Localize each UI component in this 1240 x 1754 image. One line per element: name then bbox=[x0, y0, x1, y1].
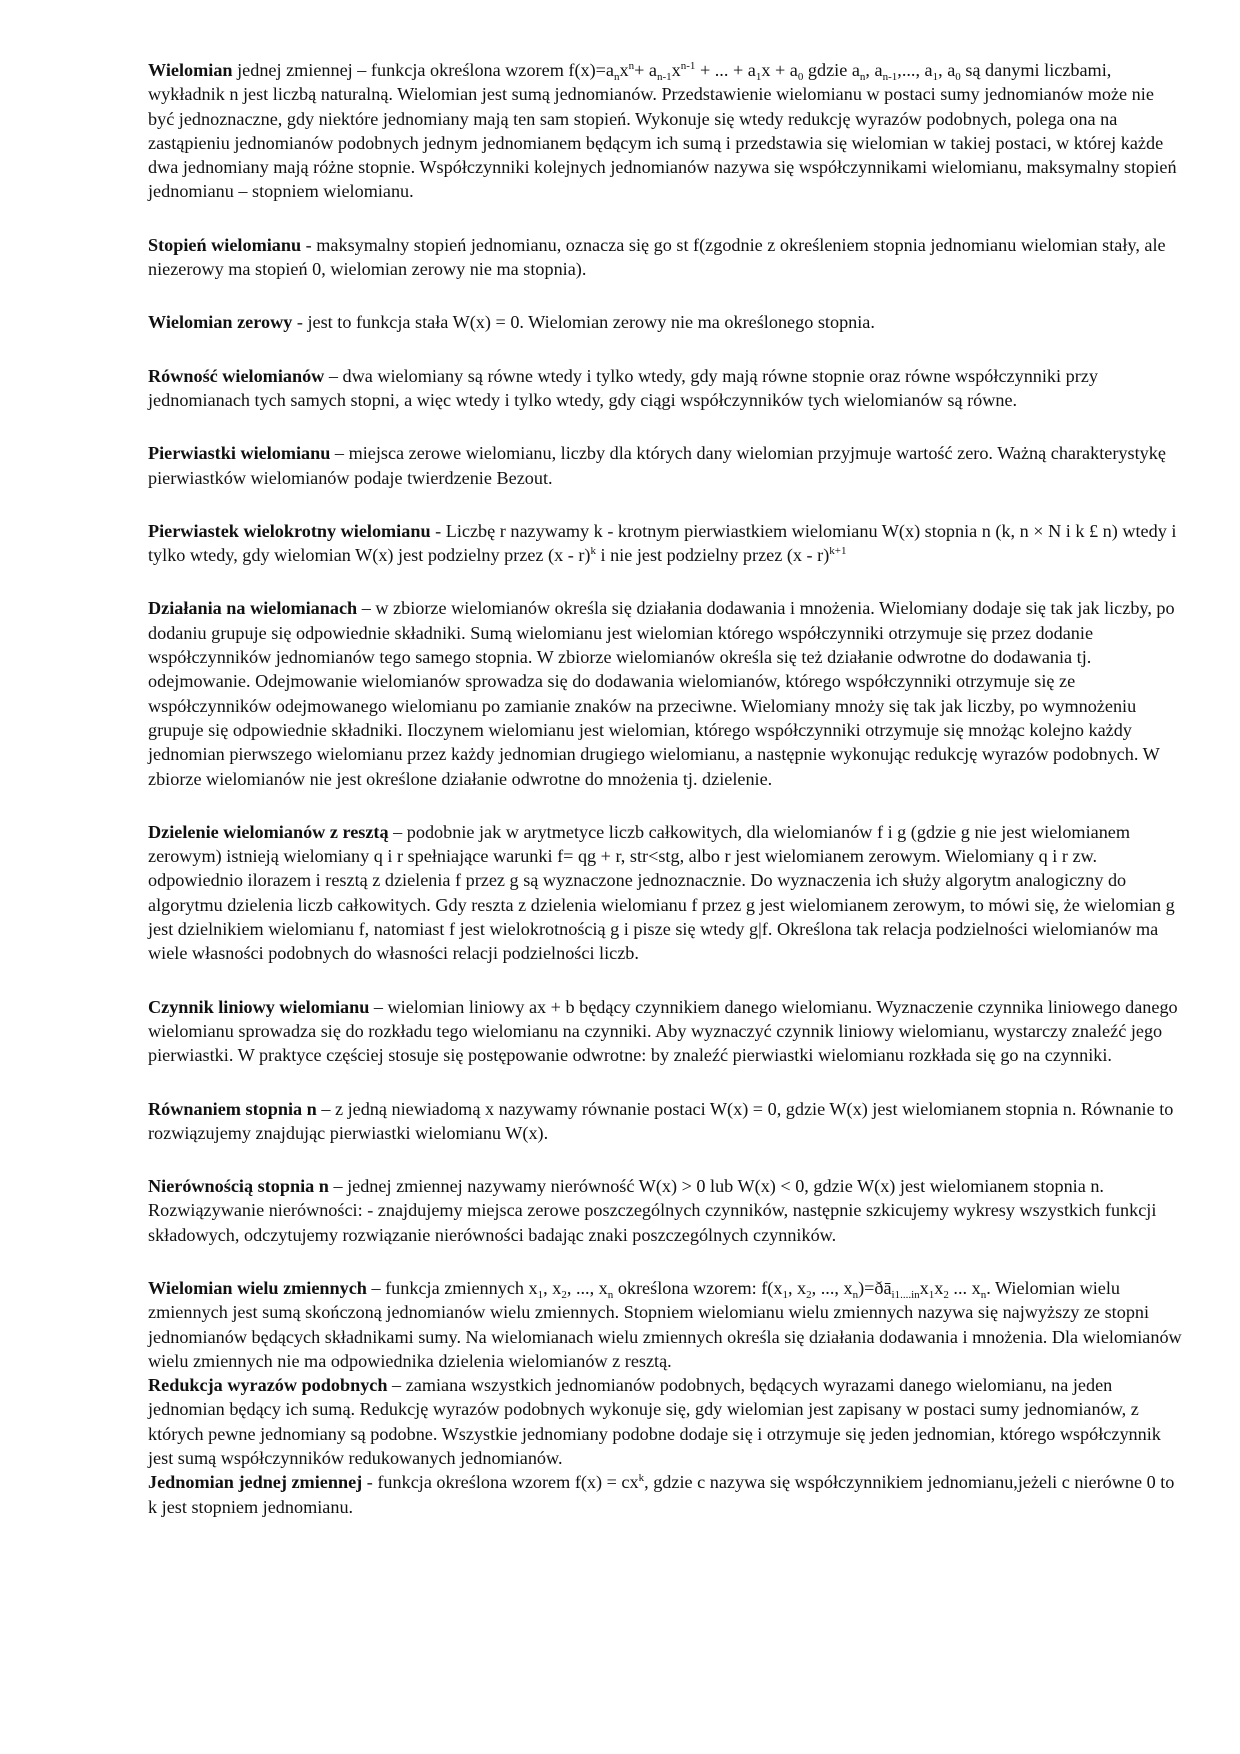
definition-text: – z jedną niewiadomą x nazywamy równanie postaci W(x) = 0, gdzie W(x) jest wielomianem stopnia n. Równanie to rozwiązujemy znajdując pierwiastki wielomianu W(x). bbox=[148, 1098, 1174, 1143]
definition-text: gdzie a bbox=[803, 60, 860, 80]
definition-text: , a bbox=[865, 60, 883, 80]
definition-term: Czynnik liniowy wielomianu bbox=[148, 996, 370, 1017]
definition-text: – podobnie jak w arytmetyce liczb całkowitych, dla wielomianów f i g (gdzie g nie jest wielomianem zerowym) istnieją wielomiany q i r spełniające warunki f= qg + r, str<stg, albo r jest wielomianem zerowym. Wielomiany q i r zw. odpowiednio ilorazem i resztą z dzielenia f przez g są wyznaczone jednoznacznie. Do wyznaczenia ich służy algorytm analogiczny do algorytmu dzielenia liczb całkowitych. Gdy reszta z dzielenia wielomianu f przez g jest wielomianem zerowym, to mówi się, że wielomian g jest dzielnikiem wielomianu f, natomiast f jest wielokrotnością g i pisze się wtedy g|f. Określona tak relacja podzielności wielomianów ma wiele własności podobnych do własności relacji podzielności liczb. bbox=[148, 821, 1175, 964]
definition-text: – dwa wielomiany są równe wtedy i tylko wtedy, gdy mają równe stopnie oraz równe współczynniki przy jednomianach tych samych stopni, a więc wtedy i tylko wtedy, gdy ciągi współczynników tych wielomianów są równe. bbox=[148, 365, 1098, 410]
definition-term: Dzielenie wielomianów z resztą bbox=[148, 821, 389, 842]
definition-paragraph bbox=[148, 310, 1184, 334]
definition-term: Nierównością stopnia n bbox=[148, 1176, 329, 1197]
definition-text: są danymi liczbami, wykładnik n jest liczbą naturalną. Wielomian jest sumą jednomianów. Przedstawienie wielomianu w postaci sumy jednomianów może nie być jednoznaczne, gdy niektóre jednomiany mają ten sam stopień. Wykonuje się wtedy redukcję wyrazów podobnych, polega ona na zastąpieniu jednomianów podobnych jednym jednomianem będącym ich sumą i przedstawia się wielomian w takiej postaci, w której każde dwa jednomiany mają różne stopnie. Współczynniki kolejnych jednomianów nazywa się współczynnikami wielomianu, maksymalny stopień jednomianu – stopniem wielomianu. bbox=[148, 60, 1177, 202]
definition-text: jednej zmiennej – funkcja określona wzorem f(x)=a bbox=[232, 60, 614, 80]
superscript: n-1 bbox=[680, 60, 696, 72]
definition-paragraph bbox=[148, 441, 1184, 490]
definition-text: ... x bbox=[948, 1277, 981, 1298]
definition-term: Pierwiastki wielomianu bbox=[148, 443, 331, 464]
definition-term: Wielomian wielu zmiennych bbox=[148, 1277, 367, 1298]
definition-text: )=ðā bbox=[858, 1277, 892, 1298]
definition-term: Równaniem stopnia n bbox=[148, 1098, 317, 1119]
superscript: k bbox=[590, 545, 596, 558]
definition-text: , ..., x bbox=[811, 1277, 853, 1298]
subscript: 2 bbox=[561, 1288, 567, 1301]
definition-paragraph bbox=[148, 596, 1184, 790]
subscript: 1 bbox=[928, 1288, 935, 1301]
subscript: 1 bbox=[755, 71, 762, 83]
definition-text: , x bbox=[543, 1277, 562, 1298]
definition-term: Pierwiastek wielokrotny wielomianu bbox=[148, 520, 431, 541]
subscript: 1 bbox=[537, 1288, 544, 1301]
definition-text: i nie jest podzielny przez (x - r) bbox=[595, 545, 830, 566]
definition-paragraph bbox=[148, 364, 1184, 413]
subscript: 0 bbox=[955, 71, 961, 83]
definition-paragraph bbox=[148, 519, 1184, 568]
subscript: 1 bbox=[932, 71, 939, 83]
definition-term: Redukcja wyrazów podobnych bbox=[148, 1375, 388, 1396]
definition-term: Równość wielomianów bbox=[148, 365, 325, 386]
definition-term: Wielomian bbox=[148, 60, 233, 80]
definition-text: – miejsca zerowe wielomianu, liczby dla których dany wielomian przyjmuje wartość zero. Ważną charakterystykę pierwiastków wielomianów podaje twierdzenie Bezout. bbox=[148, 443, 1166, 488]
definition-text: , a bbox=[938, 60, 956, 80]
definition-paragraph bbox=[148, 1470, 1184, 1519]
definition-paragraph bbox=[148, 58, 1184, 204]
definition-paragraph bbox=[148, 995, 1184, 1068]
definition-term: Stopień wielomianu bbox=[148, 234, 302, 255]
definition-text: - jest to funkcja stała W(x) = 0. Wielomian zerowy nie ma określonego stopnia. bbox=[292, 312, 875, 333]
definition-term: Jednomian jednej zmiennej bbox=[148, 1472, 363, 1493]
definition-text: , gdzie c nazywa się współczynnikiem jednomianu,jeżeli c nierówne 0 to k jest stopniem jednomianu. bbox=[148, 1472, 1175, 1517]
definition-paragraph bbox=[148, 1276, 1184, 1373]
superscript: n bbox=[628, 60, 635, 72]
definition-text: + ... + a bbox=[695, 60, 756, 80]
definition-text: – wielomian liniowy ax + b będący czynnikiem danego wielomianu. Wyznaczenie czynnika liniowego danego wielomianu sprowadza się do rozkładu tego wielomianu na czynniki. Aby wyznaczyć czynnik liniowy wielomianu, wystarczy znaleźć jego pierwiastki. W praktyce częściej stosuje się postępowanie odwrotne: by znaleźć pierwiastki wielomianu rozkłada się go na czynniki. bbox=[148, 996, 1178, 1066]
definition-text: x + a bbox=[761, 60, 798, 80]
subscript: n bbox=[613, 71, 620, 83]
definition-text: - Liczbę r nazywamy k - krotnym pierwiastkiem wielomianu W(x) stopnia n (k, n × N i k £ n) wtedy i tylko wtedy, gdy wielomian W(x) jest podzielny przez (x - r) bbox=[148, 520, 1177, 566]
definition-paragraph bbox=[148, 1097, 1184, 1146]
subscript: i1....in bbox=[891, 1288, 920, 1301]
definition-text: x bbox=[671, 60, 681, 80]
document-body bbox=[148, 58, 1184, 1519]
definition-text: x bbox=[919, 1277, 929, 1298]
superscript: k bbox=[638, 1472, 645, 1485]
superscript: k+1 bbox=[829, 545, 847, 558]
definition-text: x bbox=[934, 1277, 944, 1298]
definition-paragraph bbox=[148, 233, 1184, 282]
definition-text: – zamiana wszystkich jednomianów podobnych, będących wyrazami danego wielomianu, na jeden jednomian będący ich sumą. Redukcję wyrazów podobnych wykonuje się, gdy wielomian jest zapisany w postaci sumy jednomianów, z których pewne jednomiany są podobne. Wszystkie jednomiany podobne dodaje się i otrzymuje się jeden jednomian, którego współczynnik jest sumą współczynników redukowanych jednomianów. bbox=[148, 1375, 1161, 1469]
definition-paragraph bbox=[148, 1174, 1184, 1247]
definition-text: – funkcja zmiennych x bbox=[366, 1277, 538, 1298]
subscript: n bbox=[859, 71, 866, 83]
subscript: n-1 bbox=[882, 71, 898, 83]
definition-text: x bbox=[619, 60, 629, 80]
definition-text: - funkcja określona wzorem f(x) = cx bbox=[362, 1472, 639, 1493]
definition-text: - maksymalny stopień jednomianu, oznacza się go st f(zgodnie z określeniem stopnia jednomianu wielomian stały, ale niezerowy ma stopień 0, wielomian zerowy nie ma stopnia). bbox=[148, 234, 1166, 280]
subscript: 1 bbox=[782, 1288, 788, 1301]
definition-text: , x bbox=[787, 1277, 807, 1298]
definition-paragraph bbox=[148, 820, 1184, 966]
subscript: n bbox=[852, 1288, 859, 1301]
definition-text: + a bbox=[634, 60, 657, 80]
definition-text: ,..., a bbox=[897, 60, 933, 80]
definition-text: określona wzorem: f(x bbox=[613, 1277, 783, 1298]
subscript: 2 bbox=[943, 1288, 949, 1301]
definition-text: . Wielomian wielu zmiennych jest sumą skończoną jednomianów wielu zmiennych. Stopniem wielomianu wielu zmiennych nazywa się najwyższy ze stopni jednomianów będących składnikami sumy. Na wielomianach wielu zmiennych określa się działania dodawania i mnożenia. Dla wielomianów wielu zmiennych nie ma odpowiednika dzielenia wielomianów z resztą. bbox=[148, 1277, 1182, 1371]
subscript: n-1 bbox=[656, 71, 672, 83]
definition-text: – jednej zmiennej nazywamy nierówność W(x) > 0 lub W(x) < 0, gdzie W(x) jest wielomianem stopnia n. Rozwiązywanie nierówności: - znajdujemy miejsca zerowe poszczególnych czynników, następnie szkicujemy wykresy wszystkich funkcji składowych, odczytujemy rozwiązanie nierówności badając znaki poszczególnych czynników. bbox=[148, 1176, 1157, 1245]
definition-text: , ..., x bbox=[566, 1277, 608, 1298]
subscript: 0 bbox=[797, 71, 804, 83]
subscript: n bbox=[607, 1288, 614, 1301]
definition-text: – w zbiorze wielomianów określa się działania dodawania i mnożenia. Wielomiany dodaje się tak jak liczby, po dodaniu grupuje się odpowiednie składniki. Sumą wielomianu jest wielomian którego współczynniki otrzymuje się przez dodanie współczynników jednomianów tego samego stopnia. W zbiorze wielomianów określa się też działanie odwrotne do dodawania tj. odejmowanie. Odejmowanie wielomianów sprowadza się do dodawania wielomianów, którego współczynniki otrzymuje się ze współczynników odejmowanego wielomianu po zamianie znaków na przeciwne. Wielomiany mnoży się tak jak liczby, po wymnożeniu grupuje się odpowiednie składniki. Iloczynem wielomianu jest wielomian, którego współczynniki otrzymuje się mnożąc kolejno każdy jednomian pierwszego wielomianu przez każdy jednomian drugiego wielomianu, a następnie wykonując redukcję wyrazów podobnych. W zbiorze wielomianów nie jest określone działanie odwrotne do mnożenia tj. dzielenie. bbox=[148, 598, 1175, 789]
definition-term: Działania na wielomianach bbox=[148, 598, 358, 619]
definition-term: Wielomian zerowy bbox=[148, 312, 293, 333]
subscript: n bbox=[980, 1288, 987, 1301]
subscript: 2 bbox=[806, 1288, 812, 1301]
definition-paragraph bbox=[148, 1373, 1184, 1470]
